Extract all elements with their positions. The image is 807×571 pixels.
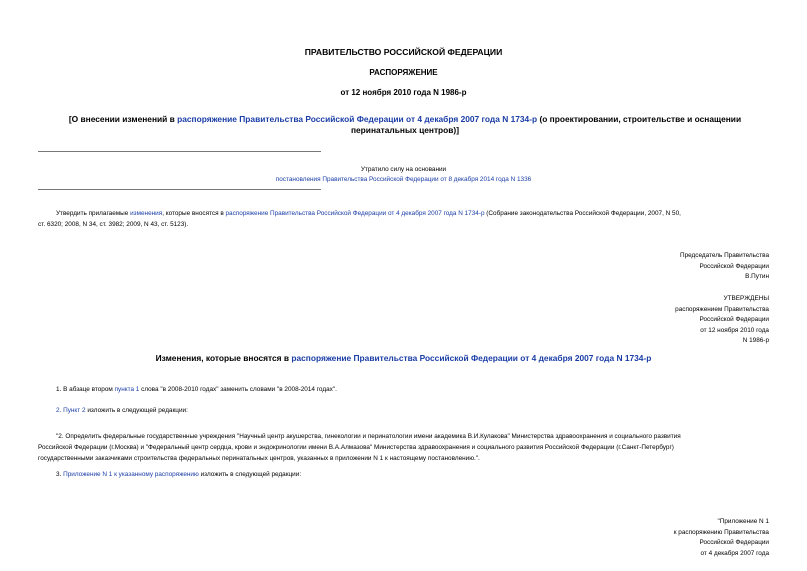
item3-link-appendix-1[interactable]: Приложение N 1 к указанному распоряжению bbox=[63, 471, 199, 478]
intro-text-1: Утвердить прилагаемые bbox=[56, 210, 131, 217]
appendix-line-3: Российской Федерации bbox=[699, 539, 769, 547]
changes-title bbox=[0, 353, 807, 363]
item1-link-point-1[interactable]: пункта 1 bbox=[114, 386, 140, 393]
government-heading: ПРАВИТЕЛЬСТВО РОССИЙСКОЙ ФЕДЕРАЦИИ bbox=[304, 47, 503, 57]
item2-link-point-2[interactable]: 2. Пункт 2 bbox=[56, 407, 86, 414]
quote-line-2: Российской Федерации (г.Москва) и "Федеральный центр сердца, крови и эндокринологии имени В.А.Алмазова" Министерства здравоохранения и социального развития Российской Федерации (г.Санкт-Петербург) bbox=[38, 444, 674, 451]
document-type: РАСПОРЯЖЕНИЕ bbox=[369, 68, 438, 77]
intro-text-3: (Собрание законодательства Российской Федерации, 2007, N 50, bbox=[484, 210, 681, 217]
title-suffix: (о проектировании, строительстве и оснащении перинатальных центров)] bbox=[350, 114, 742, 135]
item1-text-b: слова "в 2008-2010 годах" заменить словами "в 2008-2014 годах". bbox=[139, 386, 337, 393]
approved-line-4: от 12 ноября 2010 года bbox=[700, 326, 769, 334]
signature-line-2: Российской Федерации bbox=[699, 262, 769, 270]
signature-block bbox=[680, 251, 769, 283]
approved-line-5: N 1986-р bbox=[742, 337, 769, 345]
item3-text-a: 3. bbox=[56, 471, 64, 478]
divider-top bbox=[38, 151, 321, 152]
status-line: Утратило силу на основании bbox=[360, 166, 447, 173]
intro-link-order-1734[interactable]: распоряжение Правительства Российской Федерации от 4 декабря 2007 года N 1734-р bbox=[225, 210, 485, 217]
title-link-order-1734[interactable]: распоряжение Правительства Российской Федерации от 4 декабря 2007 года N 1734-р bbox=[177, 114, 538, 124]
document-title bbox=[45, 114, 765, 136]
change-item-2 bbox=[56, 405, 188, 416]
intro-link-changes[interactable]: изменения bbox=[130, 210, 163, 217]
quote-line-1: "2. Определить федеральные государственные учреждения "Научный центр акушерства, гинекологии и перинатологии имени академика В.И.Кулакова" Министерства здравоохранения и социального развития bbox=[56, 433, 681, 440]
approved-line-3: Российской Федерации bbox=[699, 316, 769, 324]
divider-bottom bbox=[38, 189, 321, 190]
approved-block bbox=[675, 294, 769, 347]
item3-text-b: изложить в следующей редакции: bbox=[198, 471, 302, 478]
appendix-block bbox=[674, 517, 769, 559]
changes-title-link[interactable]: распоряжение Правительства Российской Федерации от 4 декабря 2007 года N 1734-р bbox=[291, 353, 652, 363]
appendix-line-2: к распоряжению Правительства bbox=[673, 528, 769, 536]
appendix-line-1: "Приложение N 1 bbox=[717, 518, 769, 525]
signature-name: В.Путин bbox=[745, 273, 769, 281]
appendix-line-4: от 4 декабря 2007 года bbox=[700, 549, 769, 557]
status-link-decree-1336[interactable]: постановления Правительства Российской Федерации от 8 декабря 2014 года N 1336 bbox=[275, 175, 532, 183]
approved-line-1: УТВЕРЖДЕНЫ bbox=[723, 295, 769, 302]
quote-line-3: государственными заказчиками строительства федеральных перинатальных центров, указанных в приложении N 1 к настоящему постановлению.". bbox=[38, 455, 480, 462]
document-date-number: от 12 ноября 2010 года N 1986-р bbox=[340, 88, 467, 97]
title-prefix: [О внесении изменений в bbox=[68, 114, 178, 124]
status-notice bbox=[0, 166, 807, 184]
intro-text-4: ст. 6320; 2008, N 34, ст. 3982; 2009, N 43, ст. 5123). bbox=[38, 221, 189, 228]
changes-title-prefix: Изменения, которые вносятся в bbox=[155, 353, 292, 363]
intro-paragraph bbox=[38, 208, 773, 230]
change-item-2-quote bbox=[38, 431, 778, 464]
signature-line-1: Председатель Правительства bbox=[680, 252, 769, 259]
approved-line-2: распоряжением Правительства bbox=[675, 305, 769, 313]
intro-text-2: , которые вносятся в bbox=[162, 210, 226, 217]
change-item-3 bbox=[56, 469, 301, 480]
item1-text-a: 1. В абзаце втором bbox=[56, 386, 115, 393]
change-item-1 bbox=[56, 384, 337, 395]
item2-text-b: изложить в следующей редакции: bbox=[85, 407, 188, 414]
